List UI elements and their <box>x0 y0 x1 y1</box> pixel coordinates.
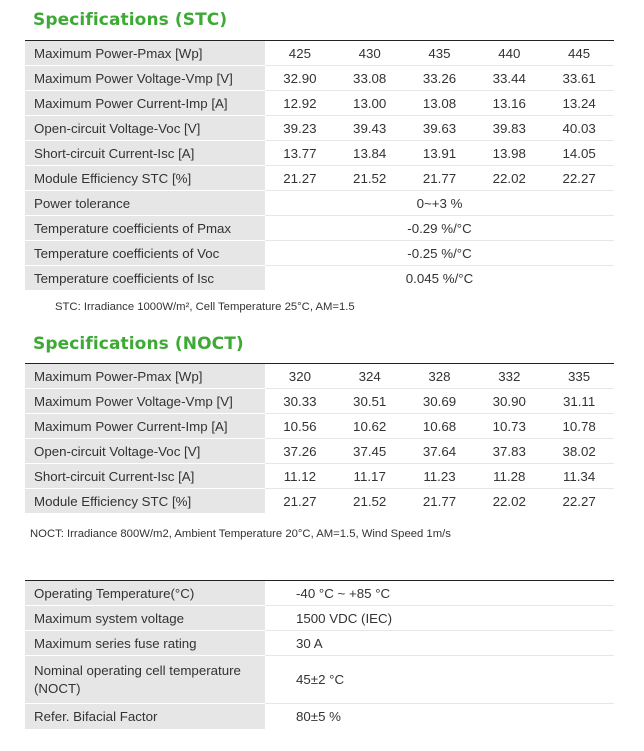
table-row <box>25 464 614 489</box>
value-cell: 30.51 <box>335 389 405 414</box>
table-row <box>25 266 614 291</box>
row-label: Maximum Power Current-Imp [A] <box>25 414 265 439</box>
value-cell: 30.33 <box>265 389 335 414</box>
value-cell: 332 <box>474 364 544 389</box>
table-row <box>25 116 614 141</box>
value-cell: 21.27 <box>265 166 335 191</box>
noct-title: Specifications (NOCT) <box>33 334 244 354</box>
value-cell: 33.61 <box>544 66 614 91</box>
value-cell: -0.25 %/°C <box>265 241 614 266</box>
value-cell: -40 °C ~ +85 °C <box>265 581 614 606</box>
value-cell: 39.43 <box>335 116 405 141</box>
row-label: Maximum Power Current-Imp [A] <box>25 91 265 116</box>
value-cell: 13.98 <box>474 141 544 166</box>
value-cell: 40.03 <box>544 116 614 141</box>
row-label: Temperature coefficients of Pmax <box>25 216 265 241</box>
value-cell: 32.90 <box>265 66 335 91</box>
value-cell: 14.05 <box>544 141 614 166</box>
value-cell: 10.73 <box>474 414 544 439</box>
value-cell: 11.17 <box>335 464 405 489</box>
table-row <box>25 439 614 464</box>
value-cell: 22.02 <box>474 166 544 191</box>
table-row <box>25 606 614 631</box>
table-row <box>25 364 614 389</box>
row-label: Operating Temperature(°C) <box>25 581 265 606</box>
row-label: Temperature coefficients of Voc <box>25 241 265 266</box>
table-row <box>25 191 614 216</box>
value-cell: 11.28 <box>474 464 544 489</box>
value-cell: 33.08 <box>335 66 405 91</box>
row-label: Nominal operating cell temperature (NOCT) <box>25 656 265 704</box>
value-cell: 30.69 <box>405 389 475 414</box>
value-cell: 12.92 <box>265 91 335 116</box>
operating-conditions-table <box>25 580 614 730</box>
value-cell: 11.12 <box>265 464 335 489</box>
value-cell: 0.045 %/°C <box>405 270 474 286</box>
value-cell: 37.26 <box>265 439 335 464</box>
value-cell: 39.83 <box>474 116 544 141</box>
table-row <box>25 66 614 91</box>
value-cell: 335 <box>544 364 614 389</box>
noct-spec-table <box>25 363 614 514</box>
row-label: Temperature coefficients of Isc <box>25 266 265 291</box>
value-cell: 10.62 <box>335 414 405 439</box>
value-cell: 13.91 <box>405 141 475 166</box>
stc-title: Specifications (STC) <box>33 10 228 30</box>
table-row <box>25 489 614 514</box>
value-cell: 39.63 <box>405 116 475 141</box>
table-row <box>25 704 614 730</box>
table-row <box>25 216 614 241</box>
value-cell: 30 A <box>265 631 614 656</box>
value-cell: 13.24 <box>544 91 614 116</box>
value-cell: 13.77 <box>265 141 335 166</box>
value-cell: 328 <box>405 364 475 389</box>
value-cell: 33.26 <box>405 66 475 91</box>
value-cell: 33.44 <box>474 66 544 91</box>
table-row <box>25 581 614 606</box>
value-cell: 435 <box>405 41 475 66</box>
value-cell: 30.90 <box>474 389 544 414</box>
row-label: Module Efficiency STC [%] <box>25 166 265 191</box>
value-cell: 11.34 <box>544 464 614 489</box>
value-cell: 37.45 <box>335 439 405 464</box>
stc-footnote: STC: Irradiance 1000W/m², Cell Temperature 25°C, AM=1.5 <box>55 301 355 313</box>
row-label: Short-circuit Current-Isc [A] <box>25 141 265 166</box>
row-label: Power tolerance <box>25 191 265 216</box>
row-label: Module Efficiency STC [%] <box>25 489 265 514</box>
table-row <box>25 166 614 191</box>
table-row <box>25 41 614 66</box>
table-row <box>25 389 614 414</box>
value-cell: 39.23 <box>265 116 335 141</box>
table-row <box>25 241 614 266</box>
value-cell: 445 <box>544 41 614 66</box>
value-cell: 21.77 <box>405 166 475 191</box>
value-cell: 13.84 <box>335 141 405 166</box>
value-cell: 320 <box>265 364 335 389</box>
value-cell: 22.27 <box>544 166 614 191</box>
value-cell: 37.64 <box>405 439 475 464</box>
value-cell: 21.77 <box>422 493 457 509</box>
row-label: Maximum Power-Pmax [Wp] <box>25 41 265 66</box>
table-row <box>25 141 614 166</box>
value-cell: 11.23 <box>405 464 475 489</box>
row-label: Maximum Power Voltage-Vmp [V] <box>25 66 265 91</box>
row-label: Open-circuit Voltage-Voc [V] <box>25 439 265 464</box>
value-cell: 45±2 °C <box>265 656 614 704</box>
row-label: Open-circuit Voltage-Voc [V] <box>25 116 265 141</box>
row-label: Maximum series fuse rating <box>25 631 265 656</box>
value-cell: 22.27 <box>562 493 596 509</box>
noct-footnote: NOCT: Irradiance 800W/m2, Ambient Temperature 20°C, AM=1.5, Wind Speed 1m/s <box>30 528 451 540</box>
row-label: Short-circuit Current-Isc [A] <box>25 464 265 489</box>
value-cell: 13.00 <box>335 91 405 116</box>
value-cell: -0.29 %/°C <box>265 216 614 241</box>
value-cell: 31.11 <box>544 389 614 414</box>
value-cell: 10.68 <box>405 414 475 439</box>
value-cell: 1500 VDC (IEC) <box>265 606 614 631</box>
value-cell: 430 <box>335 41 405 66</box>
value-cell: 38.02 <box>544 439 614 464</box>
value-cell: 21.52 <box>353 493 387 509</box>
value-cell: 440 <box>474 41 544 66</box>
row-label: Maximum system voltage <box>25 606 265 631</box>
row-label: Maximum Power Voltage-Vmp [V] <box>25 389 265 414</box>
value-cell: 37.83 <box>474 439 544 464</box>
value-cell: 425 <box>265 41 335 66</box>
value-cell: 13.16 <box>474 91 544 116</box>
value-cell: 21.27 <box>283 493 317 509</box>
row-label: Maximum Power-Pmax [Wp] <box>25 364 265 389</box>
table-row <box>25 656 614 704</box>
value-cell: 324 <box>335 364 405 389</box>
value-cell: 13.08 <box>405 91 475 116</box>
table-row <box>25 631 614 656</box>
value-cell: 80±5 % <box>296 709 342 724</box>
value-cell: 10.78 <box>544 414 614 439</box>
table-row <box>25 91 614 116</box>
value-cell: 0~+3 % <box>265 191 614 216</box>
row-label: Refer. Bifacial Factor <box>25 704 265 730</box>
stc-spec-table <box>25 40 614 291</box>
value-cell: 10.56 <box>265 414 335 439</box>
table-row <box>25 414 614 439</box>
value-cell: 21.52 <box>335 166 405 191</box>
value-cell: 22.02 <box>492 493 526 509</box>
